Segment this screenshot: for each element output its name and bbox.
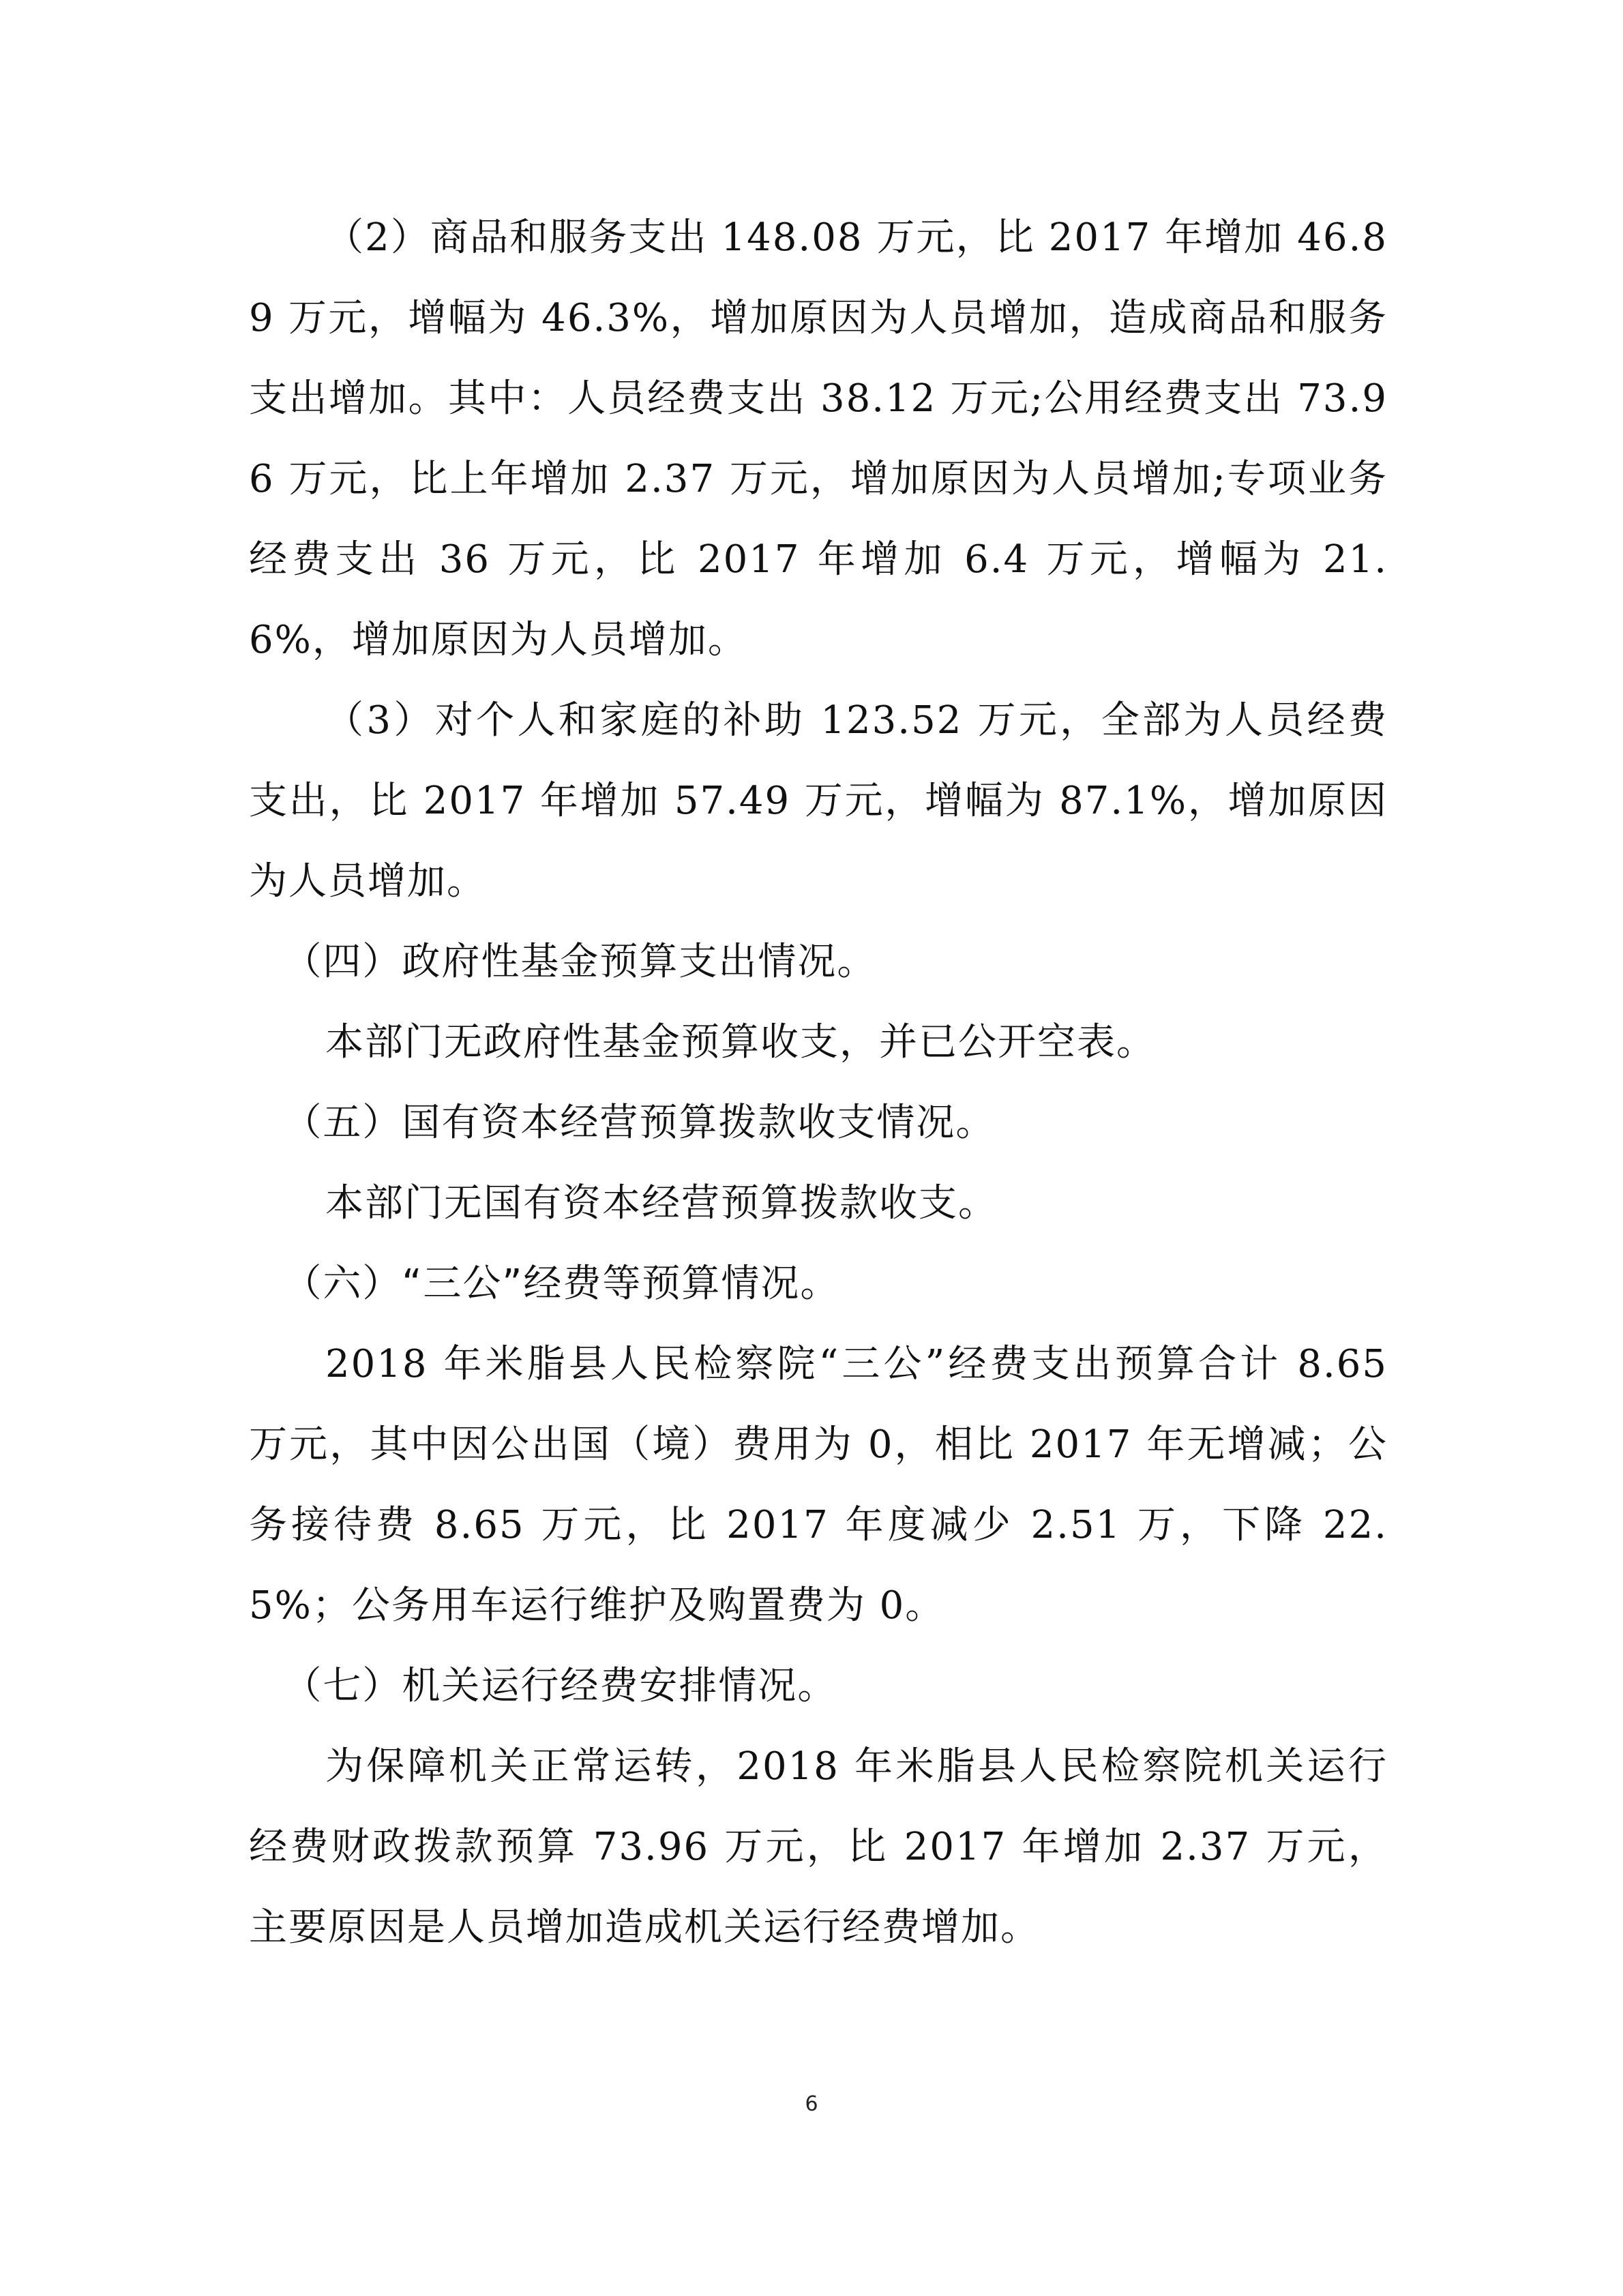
document-body bbox=[249, 198, 1388, 1968]
paragraph-government-fund: 本部门无政府性基金预算收支，并已公开空表。 bbox=[325, 1020, 1156, 1064]
paragraph-three-public: 2018 年米脂县人民检察院“三公”经费支出预算合计 8.65 万元，其中因公出国（境）费用为 0，相比 2017 年无增减；公务接待费 8.65 万元，比 2017 年度减少 2.51 万，下降 22.5%；公务用车运行维护及购置费为 0。 bbox=[249, 1342, 1388, 1628]
paragraph-operating-funds: 为保障机关正常运转，2018 年米脂县人民检察院机关运行经费财政拨款预算 73.96 万元，比 2017 年增加 2.37 万元，主要原因是人员增加造成机关运行经费增加。 bbox=[249, 1744, 1388, 1950]
paragraph-state-capital: 本部门无国有资本经营预算拨款收支。 bbox=[325, 1181, 998, 1225]
heading-three-public: （六）“三公”经费等预算情况。 bbox=[283, 1262, 840, 1306]
heading-government-fund: （四）政府性基金预算支出情况。 bbox=[283, 940, 877, 984]
paragraph-goods-services: （2）商品和服务支出 148.08 万元，比 2017 年增加 46.89 万元，增幅为 46.3%，增加原因为人员增加，造成商品和服务支出增加。其中：人员经费支出 38.12 万元;公用经费支出 73.96 万元，比上年增加 2.37 万元，增加原因为人员增加;专项业务经费支出 36 万元，比 2017 年增加 6.4 万元，增幅为 21.6%，增加原因为人员增加。 bbox=[249, 215, 1388, 662]
page-number: 6 bbox=[805, 2092, 818, 2116]
heading-operating-funds: （七）机关运行经费安排情况。 bbox=[283, 1664, 837, 1708]
heading-state-capital: （五）国有资本经营预算拨款收支情况。 bbox=[283, 1101, 996, 1145]
paragraph-household-subsidy: （3）对个人和家庭的补助 123.52 万元，全部为人员经费支出，比 2017 年增加 57.49 万元，增幅为 87.1%，增加原因为人员增加。 bbox=[249, 698, 1388, 904]
